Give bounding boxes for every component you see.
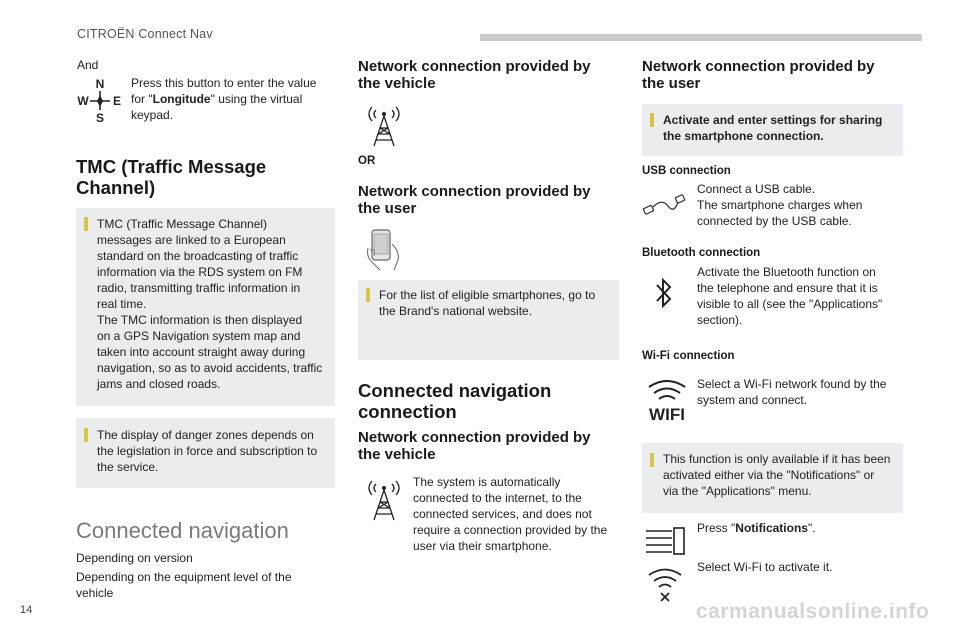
compass-description: Press this button to enter the value for "Longitude" using the virtual keypad. [131, 76, 317, 122]
wifi-note-text: This function is only available if it has been activated either via the "Notifications" or via the "Applications" menu. [663, 452, 891, 498]
smartphones-note [358, 280, 619, 360]
and-label: And [77, 58, 99, 72]
select-wifi-text: Select Wi-Fi to activate it. [697, 560, 833, 574]
auto-connect-text: The system is automatically connected to the internet, to the connected services, and does not require a connection provided by the user via their smartphone. [413, 475, 608, 553]
activate-note-text: Activate and enter settings for sharing the smartphone connection. [663, 113, 883, 143]
net-user-heading: Network connection provided by the user [358, 183, 591, 217]
wifi-availability-note [642, 443, 903, 513]
version-text: Depending on version [76, 551, 193, 565]
smartphones-note-text: For the list of eligible smartphones, go to the Brand's national website. [379, 288, 596, 318]
smartphone-hand-icon [362, 226, 406, 274]
antenna-icon [364, 104, 404, 148]
wifi-logo-text: WIFI [649, 405, 685, 422]
usb-text: Connect a USB cable. The smartphone charges when connected by the USB cable. [697, 182, 863, 228]
connected-navigation-heading: Connected navigation [76, 518, 289, 543]
compass-icon [76, 76, 124, 124]
net-vehicle-heading: Network connection provided by the vehicle [358, 58, 591, 92]
connected-navigation-connection-heading: Connected navigation connection [358, 380, 552, 422]
compass-n: N [95, 77, 105, 91]
bluetooth-text: Activate the Bluetooth function on the telephone and ensure that it is visible to all (see the "Applications" section). [697, 265, 883, 327]
page-number: 14 [20, 604, 33, 616]
or-label: OR [358, 155, 376, 167]
bluetooth-icon [652, 276, 676, 310]
tmc-note [76, 208, 335, 406]
wifi-text: Select a Wi-Fi network found by the system and connect. [697, 377, 887, 407]
watermark: carmanualsonline.info [696, 600, 930, 623]
equipment-text: Depending on the equipment level of the vehicle [76, 570, 292, 600]
tmc-heading: TMC (Traffic Message Channel) [76, 156, 267, 198]
bluetooth-heading: Bluetooth connection [642, 247, 761, 259]
tmc-note-text: TMC (Traffic Message Channel) messages are linked to a European standard on the broadcasting of traffic information via the RDS system on FM radio, transmitting traffic information in real time. The TMC information is then displayed on a GPS Navigation system map and taken into account straight away during navigation, so as to avoid accidents, traffic jams and closed roads. [97, 217, 323, 391]
usb-heading: USB connection [642, 165, 731, 177]
net-user-heading-col3: Network connection provided by the user [642, 58, 875, 92]
notifications-list-icon [644, 526, 686, 556]
danger-note-text: The display of danger zones depends on the legislation in force and subscription to the service. [97, 428, 318, 474]
activate-sharing-note [642, 104, 903, 156]
compass-s: S [95, 111, 105, 124]
net-vehicle2-heading: Network connection provided by the vehicle [358, 429, 591, 463]
usb-cable-icon [642, 190, 686, 220]
danger-zones-note [76, 418, 335, 488]
wifi-heading: Wi-Fi connection [642, 350, 735, 362]
wifi-icon [644, 378, 690, 422]
wifi-off-icon [645, 566, 685, 604]
compass-e: E [112, 94, 122, 108]
antenna-icon-2 [364, 478, 404, 522]
compass-w: W [77, 94, 89, 108]
press-notifications-text: Press "Notifications". [697, 521, 816, 535]
header-title: CITROËN Connect Nav [77, 27, 213, 41]
header-bar [480, 34, 922, 41]
